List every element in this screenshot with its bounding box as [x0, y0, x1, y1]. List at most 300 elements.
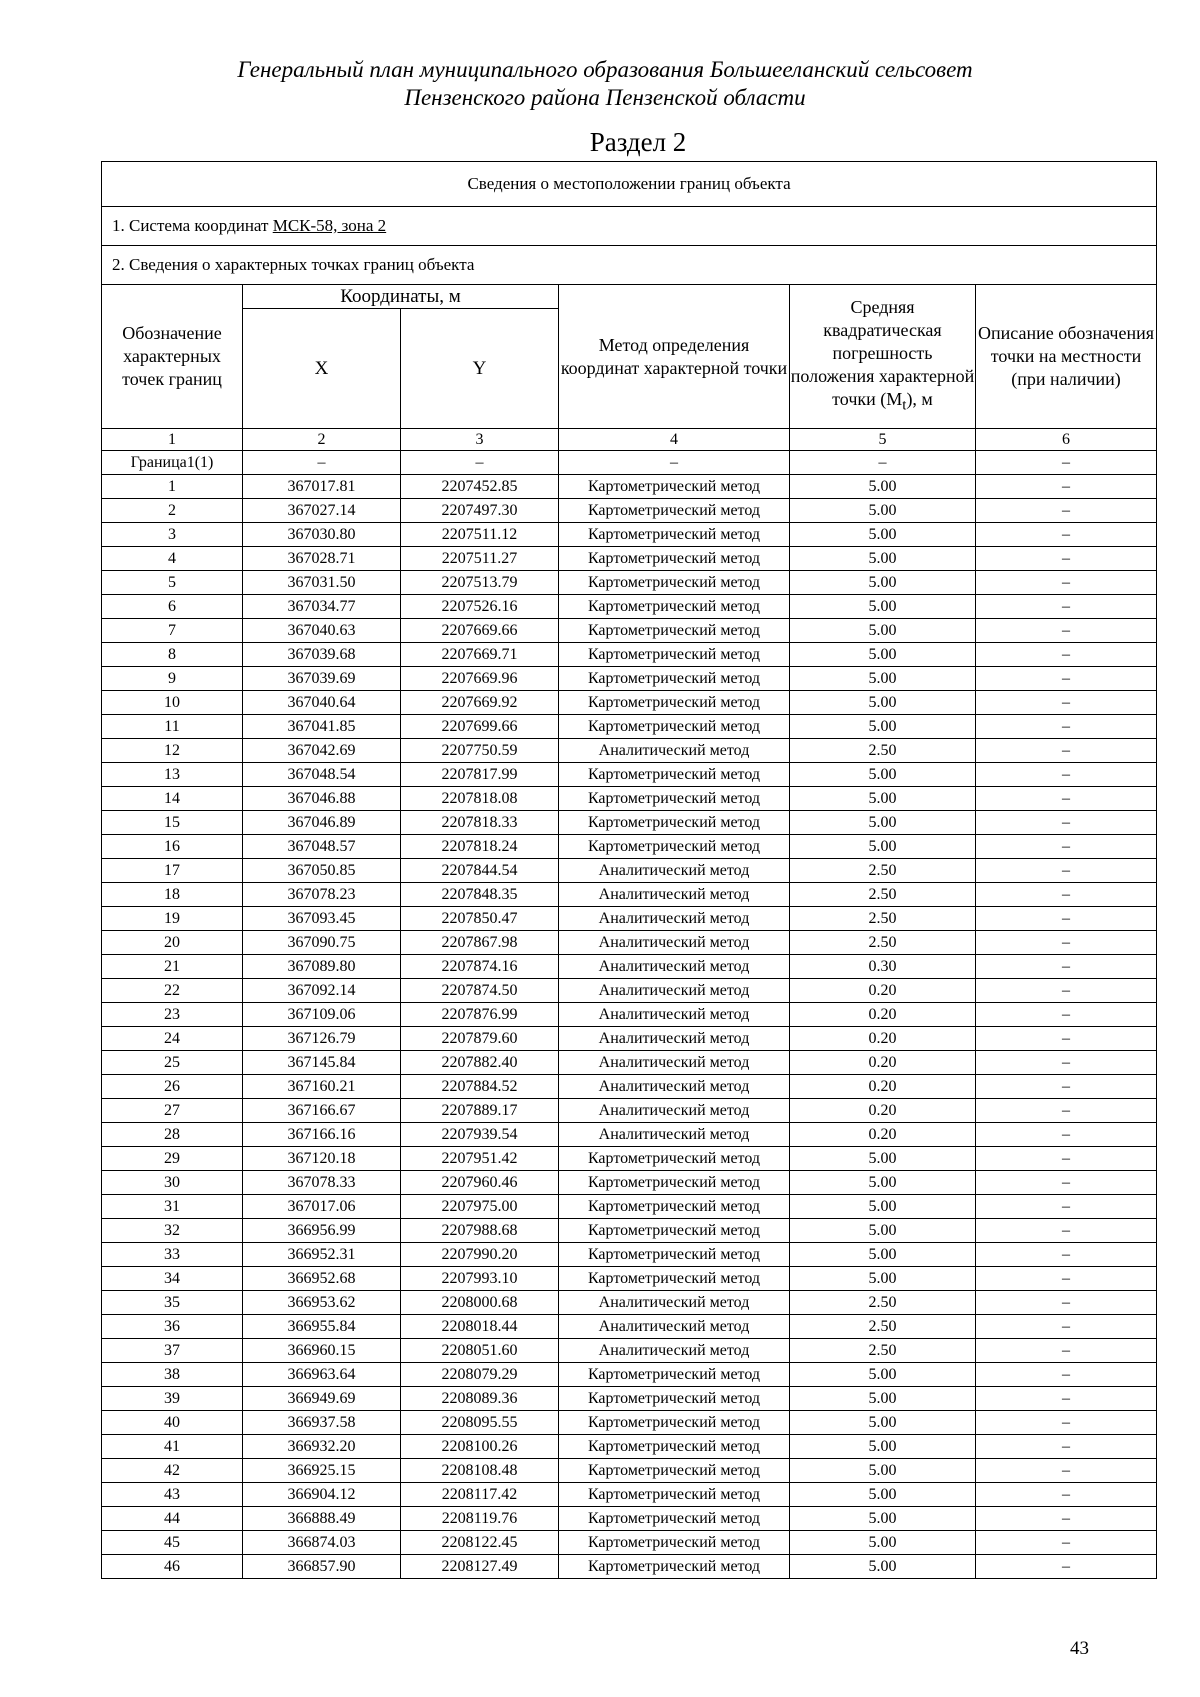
cell-error-value: 5.00 [790, 643, 976, 667]
cell-point-id: 43 [102, 1483, 243, 1507]
cell-y-coordinate: 2207452.85 [401, 475, 559, 499]
cell-error-value: 0.20 [790, 1075, 976, 1099]
cell-x-coordinate: 366963.64 [243, 1363, 401, 1387]
cell-x-coordinate: 367040.63 [243, 619, 401, 643]
cell-y-coordinate: 2207669.96 [401, 667, 559, 691]
cell-method: Картометрический метод [559, 1507, 790, 1531]
cell-point-id: 24 [102, 1027, 243, 1051]
boundary-points-table [101, 161, 1157, 1579]
cell-point-id: 37 [102, 1339, 243, 1363]
cell-y-coordinate: 2207513.79 [401, 571, 559, 595]
cell-method: Аналитический метод [559, 1339, 790, 1363]
cell-description: – [976, 1483, 1157, 1507]
cell-x-coordinate: 367145.84 [243, 1051, 401, 1075]
cell-x-coordinate: 367031.50 [243, 571, 401, 595]
table-row [102, 787, 1157, 811]
coord-system-prefix: 1. Система координат [112, 216, 273, 235]
cell-description: – [976, 1291, 1157, 1315]
cell-x-coordinate: 367028.71 [243, 547, 401, 571]
column-number: 3 [401, 429, 559, 451]
cell-method: Картометрический метод [559, 1363, 790, 1387]
cell-point-id: 18 [102, 883, 243, 907]
cell-description: – [976, 1003, 1157, 1027]
cell-description: – [976, 979, 1157, 1003]
table-row [102, 1171, 1157, 1195]
cell-method: Аналитический метод [559, 1003, 790, 1027]
cell-point-id: 1 [102, 475, 243, 499]
cell-point-id: 45 [102, 1531, 243, 1555]
cell-x-coordinate: 367089.80 [243, 955, 401, 979]
table-row [102, 1435, 1157, 1459]
cell-y-coordinate: 2208089.36 [401, 1387, 559, 1411]
cell-x-coordinate: 366932.20 [243, 1435, 401, 1459]
cell-point-id: 32 [102, 1219, 243, 1243]
cell-description: – [976, 1435, 1157, 1459]
cell-description: – [976, 1123, 1157, 1147]
cell-point-id: 19 [102, 907, 243, 931]
cell-y-coordinate: 2208000.68 [401, 1291, 559, 1315]
cell-error-value: 5.00 [790, 1363, 976, 1387]
cell-y-coordinate: 2207526.16 [401, 595, 559, 619]
cell-description: – [976, 931, 1157, 955]
cell-point-id: 28 [102, 1123, 243, 1147]
cell-method: Аналитический метод [559, 739, 790, 763]
table-row [102, 595, 1157, 619]
cell-description: – [976, 1051, 1157, 1075]
cell-y-coordinate: 2207993.10 [401, 1267, 559, 1291]
column-number: 6 [976, 429, 1157, 451]
cell-x-coordinate: 366952.68 [243, 1267, 401, 1291]
cell-error-value: 5.00 [790, 835, 976, 859]
cell-y-coordinate: 2207497.30 [401, 499, 559, 523]
cell-description: – [976, 1171, 1157, 1195]
cell-y-coordinate: 2208127.49 [401, 1555, 559, 1579]
cell-point-id: 44 [102, 1507, 243, 1531]
cell-error-value: 0.20 [790, 1123, 976, 1147]
table-row [102, 979, 1157, 1003]
cell-point-id: 14 [102, 787, 243, 811]
cell-x-coordinate: 366956.99 [243, 1219, 401, 1243]
cell-x-coordinate: 366955.84 [243, 1315, 401, 1339]
cell-x-coordinate: 366949.69 [243, 1387, 401, 1411]
cell-description: – [976, 1243, 1157, 1267]
cell-x-coordinate: 367092.14 [243, 979, 401, 1003]
cell-y-coordinate: 2207511.27 [401, 547, 559, 571]
cell-method: Аналитический метод [559, 1099, 790, 1123]
cell-method: Картометрический метод [559, 643, 790, 667]
cell-method: Картометрический метод [559, 1483, 790, 1507]
cell-error-value: 5.00 [790, 571, 976, 595]
cell-x-coordinate: 367042.69 [243, 739, 401, 763]
cell-y-coordinate: 2207669.92 [401, 691, 559, 715]
cell-method: Картометрический метод [559, 1171, 790, 1195]
table-row [102, 739, 1157, 763]
table-row [102, 1363, 1157, 1387]
cell-description: – [976, 907, 1157, 931]
cell-description: – [976, 619, 1157, 643]
header-x: X [243, 309, 401, 429]
coord-system-value: МСК-58, зона 2 [272, 216, 387, 235]
cell-method: Аналитический метод [559, 859, 790, 883]
cell-error-value: 5.00 [790, 475, 976, 499]
cell-y-coordinate: 2207669.71 [401, 643, 559, 667]
cell-y-coordinate: 2208051.60 [401, 1339, 559, 1363]
header-description: Описание обозначения точки на местности (при наличии) [976, 285, 1157, 429]
cell-y-coordinate: 2207817.99 [401, 763, 559, 787]
cell-y-coordinate: 2207850.47 [401, 907, 559, 931]
table-row [102, 643, 1157, 667]
cell-y-coordinate: 2207818.24 [401, 835, 559, 859]
cell-error-value: 2.50 [790, 739, 976, 763]
cell-y-coordinate: 2208117.42 [401, 1483, 559, 1507]
cell-method: Картометрический метод [559, 1411, 790, 1435]
table-subtitle: 2. Сведения о характерных точках границ объекта [102, 246, 1157, 285]
cell-error-value: 5.00 [790, 1411, 976, 1435]
cell-description: – [976, 859, 1157, 883]
cell-description: – [976, 1315, 1157, 1339]
table-row [102, 763, 1157, 787]
cell-description: – [976, 547, 1157, 571]
cell-y-coordinate: 2207874.16 [401, 955, 559, 979]
header-error: Средняя квадратическая погрешность положения характерной точки $(M_t)$, м [790, 285, 976, 429]
table-row [102, 1099, 1157, 1123]
cell-x-coordinate: 367041.85 [243, 715, 401, 739]
cell-description: – [976, 691, 1157, 715]
table-body [102, 451, 1157, 1579]
cell-method: – [559, 451, 790, 475]
cell-y-coordinate: 2207874.50 [401, 979, 559, 1003]
table-row [102, 1243, 1157, 1267]
cell-error-value: 5.00 [790, 763, 976, 787]
cell-description: – [976, 1195, 1157, 1219]
cell-y-coordinate: 2207960.46 [401, 1171, 559, 1195]
table-row [102, 1051, 1157, 1075]
cell-method: Картометрический метод [559, 1459, 790, 1483]
cell-x-coordinate: 367109.06 [243, 1003, 401, 1027]
cell-point-id: 3 [102, 523, 243, 547]
cell-method: Аналитический метод [559, 931, 790, 955]
cell-error-value: 5.00 [790, 715, 976, 739]
cell-description: – [976, 1219, 1157, 1243]
cell-error-value: 5.00 [790, 1267, 976, 1291]
cell-description: – [976, 595, 1157, 619]
cell-error-value: 5.00 [790, 1507, 976, 1531]
cell-point-id: 15 [102, 811, 243, 835]
cell-error-value: 0.30 [790, 955, 976, 979]
cell-point-id: 12 [102, 739, 243, 763]
cell-description: – [976, 1459, 1157, 1483]
table-row [102, 1219, 1157, 1243]
column-number: 5 [790, 429, 976, 451]
cell-y-coordinate: 2207750.59 [401, 739, 559, 763]
table-row [102, 715, 1157, 739]
cell-point-id: 6 [102, 595, 243, 619]
cell-point-id: 9 [102, 667, 243, 691]
cell-method: Картометрический метод [559, 1267, 790, 1291]
cell-y-coordinate: 2207844.54 [401, 859, 559, 883]
table-row [102, 1075, 1157, 1099]
cell-x-coordinate: 367126.79 [243, 1027, 401, 1051]
cell-point-id: 36 [102, 1315, 243, 1339]
cell-description: – [976, 1555, 1157, 1579]
cell-error-value: 5.00 [790, 811, 976, 835]
table-row [102, 1195, 1157, 1219]
cell-description: – [976, 1027, 1157, 1051]
cell-point-id: 35 [102, 1291, 243, 1315]
cell-description: – [976, 811, 1157, 835]
cell-method: Картометрический метод [559, 1147, 790, 1171]
cell-method: Картометрический метод [559, 763, 790, 787]
cell-y-coordinate: 2207990.20 [401, 1243, 559, 1267]
cell-y-coordinate: 2207889.17 [401, 1099, 559, 1123]
cell-description: – [976, 1267, 1157, 1291]
table-row [102, 1411, 1157, 1435]
cell-y-coordinate: 2207879.60 [401, 1027, 559, 1051]
cell-point-id: 27 [102, 1099, 243, 1123]
cell-x-coordinate: 367048.57 [243, 835, 401, 859]
cell-y-coordinate: 2207818.08 [401, 787, 559, 811]
document-header [0, 56, 1200, 112]
cell-method: Картометрический метод [559, 835, 790, 859]
cell-description: – [976, 571, 1157, 595]
cell-x-coordinate: 366953.62 [243, 1291, 401, 1315]
cell-error-value: 5.00 [790, 1483, 976, 1507]
cell-point-id: 7 [102, 619, 243, 643]
cell-x-coordinate: 366874.03 [243, 1531, 401, 1555]
cell-description: – [976, 523, 1157, 547]
cell-x-coordinate: 367090.75 [243, 931, 401, 955]
cell-x-coordinate: 367166.67 [243, 1099, 401, 1123]
cell-y-coordinate: – [401, 451, 559, 475]
cell-x-coordinate: 366925.15 [243, 1459, 401, 1483]
cell-error-value: 5.00 [790, 523, 976, 547]
table-row [102, 691, 1157, 715]
cell-x-coordinate: 367017.81 [243, 475, 401, 499]
cell-description: – [976, 1363, 1157, 1387]
cell-y-coordinate: 2208122.45 [401, 1531, 559, 1555]
table-row [102, 1339, 1157, 1363]
cell-x-coordinate: 366904.12 [243, 1483, 401, 1507]
cell-point-id: 29 [102, 1147, 243, 1171]
cell-error-value: 5.00 [790, 619, 976, 643]
cell-y-coordinate: 2208100.26 [401, 1435, 559, 1459]
cell-x-coordinate: 366952.31 [243, 1243, 401, 1267]
cell-description: – [976, 1099, 1157, 1123]
cell-y-coordinate: 2207818.33 [401, 811, 559, 835]
cell-method: Картометрический метод [559, 1195, 790, 1219]
cell-point-id: 38 [102, 1363, 243, 1387]
header-method: Метод определения координат характерной точки [559, 285, 790, 429]
coord-system-row [102, 207, 1157, 246]
cell-description: – [976, 715, 1157, 739]
cell-point-id: 40 [102, 1411, 243, 1435]
table-row [102, 619, 1157, 643]
header-line-2: Пензенского района Пензенской области [404, 85, 806, 110]
cell-error-value: 5.00 [790, 1243, 976, 1267]
cell-point-id: 20 [102, 931, 243, 955]
cell-x-coordinate: 367030.80 [243, 523, 401, 547]
cell-y-coordinate: 2207848.35 [401, 883, 559, 907]
cell-x-coordinate: 367048.54 [243, 763, 401, 787]
cell-point-id: 31 [102, 1195, 243, 1219]
cell-method: Аналитический метод [559, 1051, 790, 1075]
cell-y-coordinate: 2207939.54 [401, 1123, 559, 1147]
cell-method: Аналитический метод [559, 1123, 790, 1147]
cell-method: Картометрический метод [559, 667, 790, 691]
cell-method: Картометрический метод [559, 547, 790, 571]
section-title: Раздел 2 [589, 127, 687, 157]
header-coords: Координаты, м [243, 285, 559, 309]
cell-error-value: 5.00 [790, 499, 976, 523]
cell-error-value: 5.00 [790, 595, 976, 619]
cell-x-coordinate: 367027.14 [243, 499, 401, 523]
table-row [102, 1507, 1157, 1531]
cell-x-coordinate: 367039.68 [243, 643, 401, 667]
cell-y-coordinate: 2207988.68 [401, 1219, 559, 1243]
cell-method: Картометрический метод [559, 1219, 790, 1243]
cell-x-coordinate: 367093.45 [243, 907, 401, 931]
cell-point-id: 39 [102, 1387, 243, 1411]
cell-y-coordinate: 2207884.52 [401, 1075, 559, 1099]
cell-error-value: 2.50 [790, 1315, 976, 1339]
cell-description: – [976, 667, 1157, 691]
column-number: 1 [102, 429, 243, 451]
cell-error-value: – [790, 451, 976, 475]
page-number: 43 [1070, 1638, 1089, 1659]
table-row [102, 907, 1157, 931]
cell-description: – [976, 1507, 1157, 1531]
cell-y-coordinate: 2208095.55 [401, 1411, 559, 1435]
cell-method: Картометрический метод [559, 571, 790, 595]
table-row [102, 523, 1157, 547]
cell-y-coordinate: 2207975.00 [401, 1195, 559, 1219]
table-row [102, 931, 1157, 955]
table-row [102, 1555, 1157, 1579]
cell-error-value: 5.00 [790, 1555, 976, 1579]
column-number: 2 [243, 429, 401, 451]
cell-point-id: 13 [102, 763, 243, 787]
cell-error-value: 5.00 [790, 1459, 976, 1483]
cell-point-id: 16 [102, 835, 243, 859]
cell-description: – [976, 1147, 1157, 1171]
cell-method: Картометрический метод [559, 475, 790, 499]
table-row [102, 1291, 1157, 1315]
cell-description: – [976, 1075, 1157, 1099]
cell-point-id: 25 [102, 1051, 243, 1075]
table-row [102, 1531, 1157, 1555]
cell-method: Аналитический метод [559, 883, 790, 907]
cell-method: Аналитический метод [559, 1027, 790, 1051]
header-line-1: Генеральный план муниципального образования Большееланский сельсовет [237, 57, 973, 82]
cell-y-coordinate: 2208079.29 [401, 1363, 559, 1387]
cell-x-coordinate: 367120.18 [243, 1147, 401, 1171]
cell-method: Картометрический метод [559, 1555, 790, 1579]
column-number: 4 [559, 429, 790, 451]
cell-point-id: 34 [102, 1267, 243, 1291]
cell-error-value: 5.00 [790, 1171, 976, 1195]
cell-description: – [976, 763, 1157, 787]
cell-description: – [976, 787, 1157, 811]
cell-point-id: 42 [102, 1459, 243, 1483]
cell-description: – [976, 739, 1157, 763]
table-row [102, 571, 1157, 595]
table-row [102, 835, 1157, 859]
cell-x-coordinate: 367039.69 [243, 667, 401, 691]
cell-x-coordinate: 366888.49 [243, 1507, 401, 1531]
cell-point-id: 17 [102, 859, 243, 883]
cell-error-value: 5.00 [790, 1531, 976, 1555]
cell-y-coordinate: 2207951.42 [401, 1147, 559, 1171]
table-row [102, 499, 1157, 523]
cell-x-coordinate: 366937.58 [243, 1411, 401, 1435]
cell-point-id: 5 [102, 571, 243, 595]
cell-error-value: 5.00 [790, 787, 976, 811]
cell-method: Картометрический метод [559, 1435, 790, 1459]
cell-y-coordinate: 2208108.48 [401, 1459, 559, 1483]
cell-x-coordinate: 367046.89 [243, 811, 401, 835]
cell-x-coordinate: 367034.77 [243, 595, 401, 619]
cell-point-id: 41 [102, 1435, 243, 1459]
table-row [102, 859, 1157, 883]
cell-point-id: 11 [102, 715, 243, 739]
cell-error-value: 2.50 [790, 931, 976, 955]
table-row [102, 667, 1157, 691]
cell-error-value: 0.20 [790, 1027, 976, 1051]
cell-error-value: 0.20 [790, 1099, 976, 1123]
cell-x-coordinate: 367166.16 [243, 1123, 401, 1147]
table-row [102, 811, 1157, 835]
cell-point-id: 26 [102, 1075, 243, 1099]
cell-error-value: 2.50 [790, 859, 976, 883]
cell-error-value: 5.00 [790, 667, 976, 691]
cell-y-coordinate: 2207669.66 [401, 619, 559, 643]
cell-error-value: 2.50 [790, 1291, 976, 1315]
cell-point-id: 22 [102, 979, 243, 1003]
column-number-row [102, 429, 1157, 451]
cell-point-id: 2 [102, 499, 243, 523]
cell-y-coordinate: 2207867.98 [401, 931, 559, 955]
cell-method: Картометрический метод [559, 1387, 790, 1411]
cell-y-coordinate: 2207882.40 [401, 1051, 559, 1075]
cell-x-coordinate: 367160.21 [243, 1075, 401, 1099]
cell-error-value: 5.00 [790, 1147, 976, 1171]
cell-error-value: 5.00 [790, 547, 976, 571]
cell-x-coordinate: 367078.23 [243, 883, 401, 907]
header-point: Обозначение характерных точек границ [102, 285, 243, 429]
cell-y-coordinate: 2207876.99 [401, 1003, 559, 1027]
table-row [102, 475, 1157, 499]
cell-x-coordinate: 366960.15 [243, 1339, 401, 1363]
cell-point-id: 33 [102, 1243, 243, 1267]
cell-description: – [976, 1387, 1157, 1411]
cell-point-id: Граница1(1) [102, 451, 243, 475]
cell-method: Аналитический метод [559, 979, 790, 1003]
table-row [102, 955, 1157, 979]
cell-method: Картометрический метод [559, 595, 790, 619]
cell-description: – [976, 451, 1157, 475]
cell-method: Аналитический метод [559, 1291, 790, 1315]
table-row [102, 1147, 1157, 1171]
cell-error-value: 0.20 [790, 979, 976, 1003]
table-row [102, 1483, 1157, 1507]
cell-description: – [976, 1531, 1157, 1555]
cell-error-value: 5.00 [790, 1435, 976, 1459]
cell-method: Картометрический метод [559, 499, 790, 523]
header-y: Y [401, 309, 559, 429]
cell-y-coordinate: 2207511.12 [401, 523, 559, 547]
cell-description: – [976, 883, 1157, 907]
table-row [102, 1027, 1157, 1051]
